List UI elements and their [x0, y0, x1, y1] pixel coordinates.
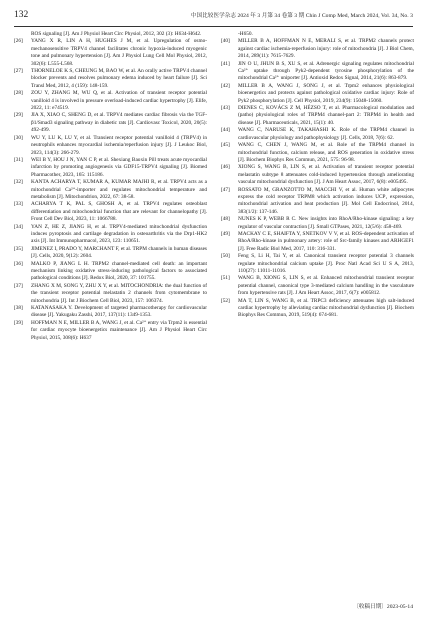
reference-text: WU Y, LU K, LU Y, et al. Transient receptor potential vanilloid 4 (TRPV4) in neutrophils enhances myocardial ischemia/reperfusion injury [J]. J Leukoc Biol, 2023, 114(3): 266-279. [31, 134, 207, 156]
reference-number: [34] [14, 223, 23, 230]
reference-item [14, 201, 207, 223]
reference-number: [30] [14, 134, 23, 141]
reference-item [221, 31, 414, 38]
reference-number: [41] [221, 60, 230, 67]
reference-number: [27] [14, 68, 23, 75]
reference-number: [36] [14, 260, 23, 267]
reference-text: MACKAY C E, SHAIFTA Y, SNETKOV V V, et al. ROS-dependent activation of RhoA/Rho-kinase in pulmonary artery: role of Src-family kinases and ARHGEF1 [J]. Free Radic Biol Med, 2017, 110: 316-331. [238, 230, 414, 252]
reference-text: KATANASAKA Y. Development of targeted pharmacotherapy for cardiovascular disease [J]. Yakugaku Zasshi, 2017, 137(11): 1349-1353. [31, 305, 207, 319]
right-column [221, 31, 414, 601]
reference-number: [52] [221, 297, 230, 304]
reference-number: [42] [221, 82, 230, 89]
reference-text: WANG C, NARUSE K, TAKAHASHI K. Role of the TRPM4 channel in cardiovascular physiology and pathophysiology [J]. Cells, 2018, 7(6): 62. [238, 127, 414, 141]
references-columns [14, 31, 414, 601]
reference-item [14, 320, 207, 342]
journal-running-head: 中国比较医学杂志 2024 年 3 月第 34 卷第 3 期 Chin J Comp Med, March 2024, Vol. 34, No. 3 [190, 13, 413, 19]
reference-number: [28] [14, 90, 23, 97]
reference-text: ROS signaling [J]. Am J Physiol Heart Circ Physiol, 2012, 302 (3): H634-H642. [31, 31, 202, 37]
reference-number: [31] [14, 156, 23, 163]
reference-text: JIN O U, JHUN B S, XU S, et al. Adrenergic signaling regulates mitochondrial Ca²⁺ uptake through Pyk2-dependent tyrosine phosphorylation of the mitochondrial Ca²⁺ uniporter [J]. Antioxid Redox Signal, 2014, 21(6): 863-879. [238, 60, 414, 82]
reference-item [221, 231, 414, 253]
running-header [14, 10, 413, 27]
reference-item [221, 127, 414, 142]
reference-number: [26] [14, 38, 23, 45]
reference-number: [43] [221, 105, 230, 112]
reference-item [14, 261, 207, 283]
reference-text: -H650. [238, 31, 253, 37]
reference-text: ZOU Y, ZHANG M, WU Q, et al. Activation of transient receptor potential vanilloid 4 is involved in pressure overload-induced cardiac hypertrophy [J]. Elife, 2022, 11: e74519. [31, 90, 207, 112]
reference-item [14, 135, 207, 157]
reference-item [221, 61, 414, 83]
reference-item [221, 298, 414, 320]
reference-text: ROSSATO M, GRANZOTTO M, MACCHI V, et al. Human white adipocytes express the cold receptor TRPM8 which activation induces UCP₁ expression, mitochondrial activation and heat production [J]. Mol Cell Endocrinol, 2014, 383(1/2): 137-146. [238, 186, 414, 215]
reference-item [14, 179, 207, 201]
reference-item [14, 157, 207, 179]
reference-item [221, 105, 414, 127]
reference-item [14, 246, 207, 261]
reference-item [14, 38, 207, 68]
reference-text: HOFFMAN N E, MILLER B A, WANG J, et al. Ca²⁺ entry via Trpm2 is essential for cardiac myocyte bioenergetics maintenance [J]. Am J Physiol Heart Circ Physiol, 2015, 308(6): H637 [31, 319, 207, 341]
reference-number: [51] [221, 275, 230, 282]
reference-number: [49] [221, 230, 230, 237]
reference-item [221, 83, 414, 105]
left-column [14, 31, 207, 601]
reference-item [221, 164, 414, 186]
reference-text: ZHANG X M, SONG Y, ZHU X Y, et al. MITOCHONDRIA: the dual function of the transient receptor potential melastatin 2 channels from cytomembrane to mitochondria [J]. Int J Biochem Cell Biol, 2023, 157: 106374. [31, 282, 207, 304]
reference-text: MILLER B A, WANG J, SONG J, et al. Trpm2 enhances physiological bioenergetics and protects against pathological oxidative cardiac injury: Role of Pyk2 phosphorylation [J]. Cell Physiol, 2019, 234(9): 15048-15060. [238, 82, 414, 104]
reference-text: DIENES C, KOVÁCS Z M, HÉZSO T, et al. Pharmacological modulation and (patho) physiological roles of TRPM4 channel-part 2: TRPM4 in health and disease [J]. Pharmaceuticals, 2021, 15(1): 40. [238, 105, 414, 126]
reference-number: [35] [14, 245, 23, 252]
page-number: 132 [14, 10, 29, 20]
reference-number: [33] [14, 201, 23, 208]
reference-number: [32] [14, 179, 23, 186]
reference-number: [37] [14, 282, 23, 289]
reference-text: WEI B Y, HOU J N, YAN C P, et al. Shexiang Baoxin Pill treats acute myocardial infarction by promoting angiogenesis via GDF15-TRPV4 signaling [J]. Biomed Pharmacother, 2023, 165: 115186. [31, 156, 207, 178]
reference-item [14, 305, 207, 320]
reference-number: [50] [221, 253, 230, 260]
reference-text: MA T, LIN S, WANG B, et al. TRPC3 deficiency attenuates high salt-induced cardiac hypertrophy by alleviating cardiac mitochondrial dysfunction [J]. Biochem Biophys Res Commun, 2019, 519(4): 674-681. [238, 297, 414, 319]
reference-number: [45] [221, 142, 230, 149]
reference-text: JIMENEZ I, PRADO Y, MARCHANT F, et al. TRPM channels in human diseases [J]. Cells, 2020, 9(12): 2604. [31, 245, 207, 260]
reference-item [221, 216, 414, 231]
reference-number: [48] [221, 216, 230, 223]
reference-item [221, 187, 414, 217]
reference-text: YAN Z, HE Z, JIANG H, et al. TRPV4-mediated mitochondrial dysfunction induces pyroptosis and cartilage degradation in osteoarthritis via the Drp1-HK2 axis [J]. Int Immunopharmacol, 2023, 123: 110651. [31, 223, 207, 245]
reference-text: ACHARYA T K, PAL S, GHOSH A, et al. TRPV4 regulates osteoblast differentiation and mitochondrial function that are relevant for channelopathy [J]. Front Cell Dev Biol, 2023, 11: 1066788. [31, 201, 207, 223]
reference-item [221, 142, 414, 164]
reference-text: NUNES K P, WEBB R C. New insights into RhoA/Rho-kinase signaling: a key regulator of vascular contraction [J]. Small GTPases, 2021, 12(5/6): 458-469. [238, 216, 414, 230]
reference-item [14, 112, 207, 134]
reference-item [221, 275, 414, 297]
reference-number: [44] [221, 127, 230, 134]
received-date: 〔收稿日期〕2023-05-14 [353, 604, 413, 610]
reference-text: WANG C, CHEN J, WANG M, et al. Role of the TRPM4 channel in mitochondrial function, calcium release, and ROS generation in oxidative stress [J]. Biochem Biophys Res Commun, 2021, 575: 96-98. [238, 142, 414, 163]
reference-text: XIONG S, WANG B, LIN S, et al. Activation of transient receptor potential melastatin subtype 8 attenuates cold-induced hypertension through ameliorating vascular mitochondrial dysfunction [J]. J Am Heart Assoc, 2017, 6(8): e005495. [238, 164, 414, 186]
reference-item [221, 253, 414, 275]
reference-text: YANG X R, LIN A H, HUGHES J M, et al. Upregulation of osmo-mechanosensitive TRPV4 channel facilitates chronic hypoxia-induced myogenic tone and pulmonary hypertension [J]. Am J Physiol Lung Cell Mol Physiol, 2012, 302(6): L555-L568. [31, 38, 207, 67]
reference-text: Feng S, Li H, Tai Y, et al. Canonical transient receptor potential 3 channels regulate mitochondrial calcium uptake [J]. Proc Natl Acad Sci U S A, 2013, 110(27): 11011-11016. [238, 253, 414, 274]
reference-number: [40] [221, 38, 230, 45]
reference-item [14, 283, 207, 305]
reference-number: [29] [14, 112, 23, 119]
reference-text: JIA X, XIAO C, SHENG D, et al. TRPV4 mediates cardiac fibrosis via the TGF-β1/Smad3 signaling pathway in diabetic rats [J]. Cardiovasc Toxicol, 2020, 20(5): 492-499. [31, 112, 207, 134]
reference-text: KANTA ACHARYA T, KUMAR A, KUMAR MAJHI R, et al. TRPV4 acts as a mitochondrial Ca²⁺-importer and regulates mitochondrial temperature and metabolism [J]. Mitochondrion, 2022, 67: 38-58. [31, 179, 207, 200]
reference-number: [38] [14, 305, 23, 312]
reference-number: [39] [14, 319, 23, 326]
reference-number: [47] [221, 186, 230, 193]
reference-number: [46] [221, 164, 230, 171]
reference-text: THORNELOE K S, CHEUNG M, BAO W, et al. An orally active TRPV4 channel blocker prevents and resolves pulmonary edema induced by heart failure [J]. Sci Transl Med, 2012, 4 (159): 148-159. [31, 68, 207, 89]
reference-item [14, 90, 207, 112]
reference-item [14, 224, 207, 246]
reference-text: MILLER B A, HOFFMAN N E, MERALI S, et al. TRPM2 channels protect against cardiac ischemia-reperfusion injury: role of mitochondria [J]. J Biol Chem, 2014, 289(11): 7615-7629. [238, 38, 414, 60]
reference-item [14, 68, 207, 90]
reference-text: WANG B, XIONG S, LIN S, et al. Enhanced mitochondrial transient receptor potential channel, canonical type 3-mediated calcium handling in the vasculature from hypertensive rats [J]. J Am Heart Assoc, 2017, 6(7): e005812. [238, 275, 414, 297]
reference-item [221, 38, 414, 60]
reference-text: MALKO P, JIANG L H. TRPM2 channel-mediated cell death: an important mechanism linking oxidative stress-inducing pathological factors to associated pathological conditions [J]. Redox Biol, 2020, 37: 101755. [31, 260, 207, 282]
